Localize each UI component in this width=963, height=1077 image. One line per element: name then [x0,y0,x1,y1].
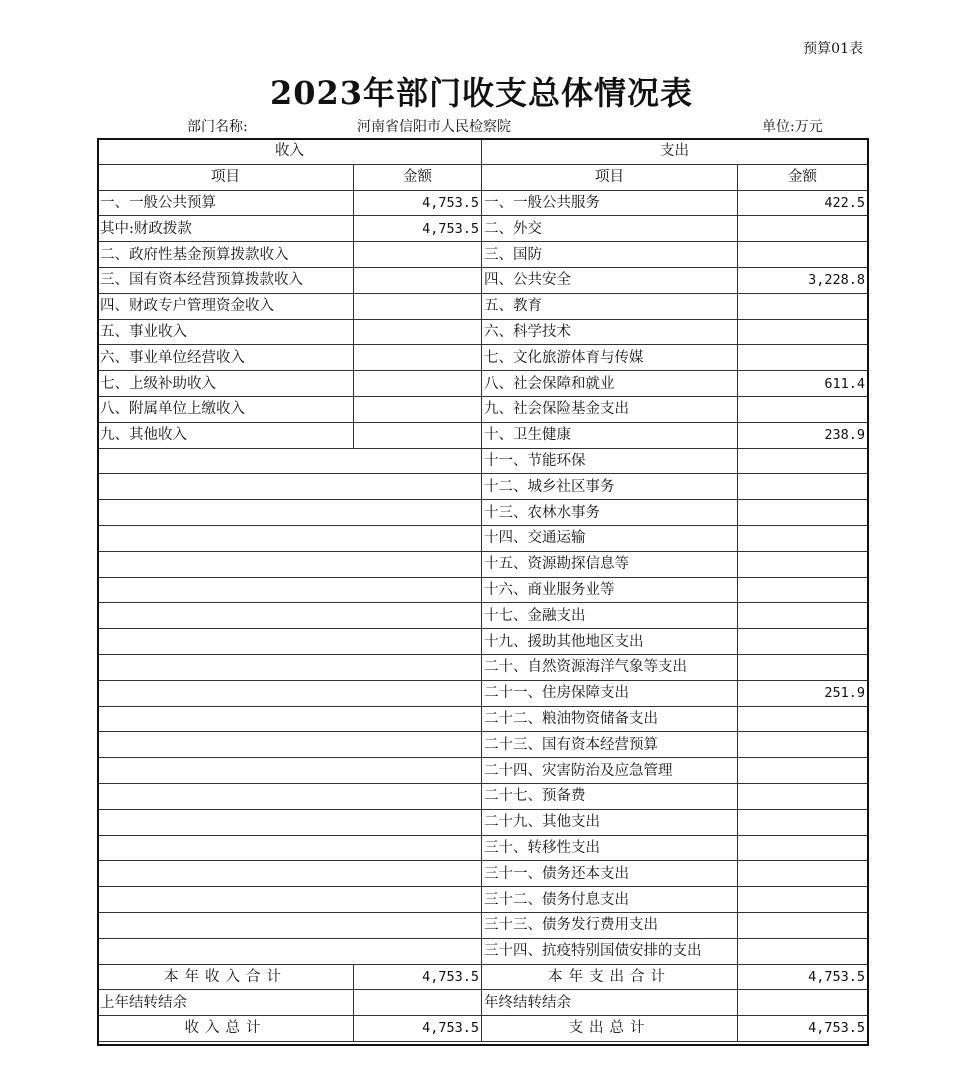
income-empty [98,732,482,758]
year-expense-total-label: 本年支出合计 [482,964,738,990]
expense-item: 三十二、债务付息支出 [482,887,738,913]
income-empty [98,603,482,629]
expense-amount [738,319,868,345]
income-amount: 4,753.5 [354,190,482,216]
table-row [98,783,868,809]
expense-amount [738,345,868,371]
expense-grand-total-label: 支出总计 [482,1016,738,1042]
expense-item: 一、一般公共服务 [482,190,738,216]
table-row [98,835,868,861]
expense-item: 七、文化旅游体育与传媒 [482,345,738,371]
income-item: 一、一般公共预算 [98,190,354,216]
expense-item: 二十一、住房保障支出 [482,680,738,706]
expense-item: 十七、金融支出 [482,603,738,629]
income-item-header: 项目 [98,164,354,190]
carryover-row [98,990,868,1016]
table-row [98,422,868,448]
income-empty [98,525,482,551]
carryover-income-label: 上年结转结余 [98,990,354,1016]
income-amount [354,267,482,293]
table-row [98,293,868,319]
income-empty [98,654,482,680]
income-header: 收入 [98,139,482,165]
income-item: 九、其他收入 [98,422,354,448]
expense-amount [738,629,868,655]
carryover-income-amount [354,990,482,1016]
expense-amount: 251.9 [738,680,868,706]
expense-amount: 611.4 [738,371,868,397]
expense-amount [738,706,868,732]
table-row [98,577,868,603]
expense-amount [738,293,868,319]
table-row [98,912,868,938]
table-row [98,861,868,887]
expense-item: 五、教育 [482,293,738,319]
table-row [98,319,868,345]
table-row [98,629,868,655]
table-row [98,603,868,629]
page-title: 2023年部门收支总体情况表 [269,74,694,112]
income-item: 六、事业单位经营收入 [98,345,354,371]
expense-amount [738,216,868,242]
income-amount [354,396,482,422]
year-expense-total-amount: 4,753.5 [738,964,868,990]
expense-item: 十九、援助其他地区支出 [482,629,738,655]
expense-amount: 3,228.8 [738,267,868,293]
table-row [98,474,868,500]
table-row [98,732,868,758]
table-row [98,525,868,551]
income-amount [354,242,482,268]
expense-item: 二十、自然资源海洋气象等支出 [482,654,738,680]
income-empty [98,887,482,913]
table-row [98,706,868,732]
table-row [98,216,868,242]
expense-item: 二、外交 [482,216,738,242]
income-item: 五、事业收入 [98,319,354,345]
income-empty [98,861,482,887]
expense-item: 二十三、国有资本经营预算 [482,732,738,758]
unit-label: 单位:万元 [762,119,823,135]
income-amount [354,371,482,397]
expense-item: 二十二、粮油物资储备支出 [482,706,738,732]
income-empty [98,680,482,706]
expense-amount [738,912,868,938]
expense-item: 十一、节能环保 [482,448,738,474]
expense-item: 十、卫生健康 [482,422,738,448]
table-row [98,680,868,706]
expense-amount [738,758,868,784]
income-empty [98,629,482,655]
table-row [98,242,868,268]
table-code: 预算01表 [803,41,863,57]
income-empty [98,809,482,835]
expense-amount [738,242,868,268]
table-row [98,190,868,216]
income-empty [98,835,482,861]
table-row [98,654,868,680]
income-empty [98,577,482,603]
expense-item: 九、社会保险基金支出 [482,396,738,422]
table-row [98,809,868,835]
income-amount [354,319,482,345]
income-amount [354,422,482,448]
income-item: 其中:财政拨款 [98,216,354,242]
expense-amount [738,783,868,809]
income-item: 四、财政专户管理资金收入 [98,293,354,319]
income-empty [98,500,482,526]
income-empty [98,758,482,784]
expense-amount [738,500,868,526]
expense-item: 十六、商业服务业等 [482,577,738,603]
expense-item: 三十三、债务发行费用支出 [482,912,738,938]
budget-table [97,138,868,1042]
income-empty [98,474,482,500]
expense-item: 三十、转移性支出 [482,835,738,861]
table-row [98,551,868,577]
table-row [98,500,868,526]
income-item: 二、政府性基金预算拨款收入 [98,242,354,268]
year-total-row [98,964,868,990]
table-row [98,887,868,913]
table-row [98,448,868,474]
income-amount: 4,753.5 [354,216,482,242]
dept-name-value: 河南省信阳市人民检察院 [357,119,511,135]
income-empty [98,912,482,938]
expense-item: 二十七、预备费 [482,783,738,809]
expense-item: 十二、城乡社区事务 [482,474,738,500]
income-empty [98,551,482,577]
expense-amount [738,654,868,680]
expense-amount [738,577,868,603]
income-item: 八、附属单位上缴收入 [98,396,354,422]
expense-amount [738,938,868,964]
income-grand-total-amount: 4,753.5 [354,1016,482,1042]
expense-item: 六、科学技术 [482,319,738,345]
income-grand-total-label: 收入总计 [98,1016,354,1042]
income-amount-header: 金额 [354,164,482,190]
expense-amount [738,835,868,861]
expense-amount [738,525,868,551]
expense-amount: 238.9 [738,422,868,448]
expense-item: 二十九、其他支出 [482,809,738,835]
expense-amount: 422.5 [738,190,868,216]
expense-amount [738,887,868,913]
income-amount [354,293,482,319]
expense-amount [738,603,868,629]
expense-amount [738,551,868,577]
table-row [98,938,868,964]
header-row-columns [98,164,868,190]
carryover-expense-amount [738,990,868,1016]
expense-item: 十三、农林水事务 [482,500,738,526]
table-row [98,267,868,293]
table-row [98,371,868,397]
year-income-total-amount: 4,753.5 [354,964,482,990]
expense-item: 四、公共安全 [482,267,738,293]
income-empty [98,706,482,732]
expense-header: 支出 [482,139,868,165]
table-row [98,396,868,422]
header-row-sections [98,139,868,165]
expense-amount [738,809,868,835]
expense-item: 八、社会保障和就业 [482,371,738,397]
expense-item: 三十一、债务还本支出 [482,861,738,887]
expense-item: 十四、交通运输 [482,525,738,551]
expense-grand-total-amount: 4,753.5 [738,1016,868,1042]
income-item: 七、上级补助收入 [98,371,354,397]
income-item: 三、国有资本经营预算拨款收入 [98,267,354,293]
expense-item: 十五、资源勘探信息等 [482,551,738,577]
year-income-total-label: 本年收入合计 [98,964,354,990]
income-empty [98,938,482,964]
expense-amount [738,396,868,422]
expense-amount [738,474,868,500]
expense-item: 三十四、抗疫特别国债安排的支出 [482,938,738,964]
table-row [98,345,868,371]
expense-amount [738,861,868,887]
dept-name-label: 部门名称: [187,119,248,135]
expense-item: 三、国防 [482,242,738,268]
income-empty [98,783,482,809]
expense-amount [738,448,868,474]
expense-amount [738,732,868,758]
grand-total-row [98,1016,868,1042]
income-amount [354,345,482,371]
income-empty [98,448,482,474]
expense-item-header: 项目 [482,164,738,190]
expense-amount-header: 金额 [738,164,868,190]
expense-item: 二十四、灾害防治及应急管理 [482,758,738,784]
carryover-expense-label: 年终结转结余 [482,990,738,1016]
table-row [98,758,868,784]
